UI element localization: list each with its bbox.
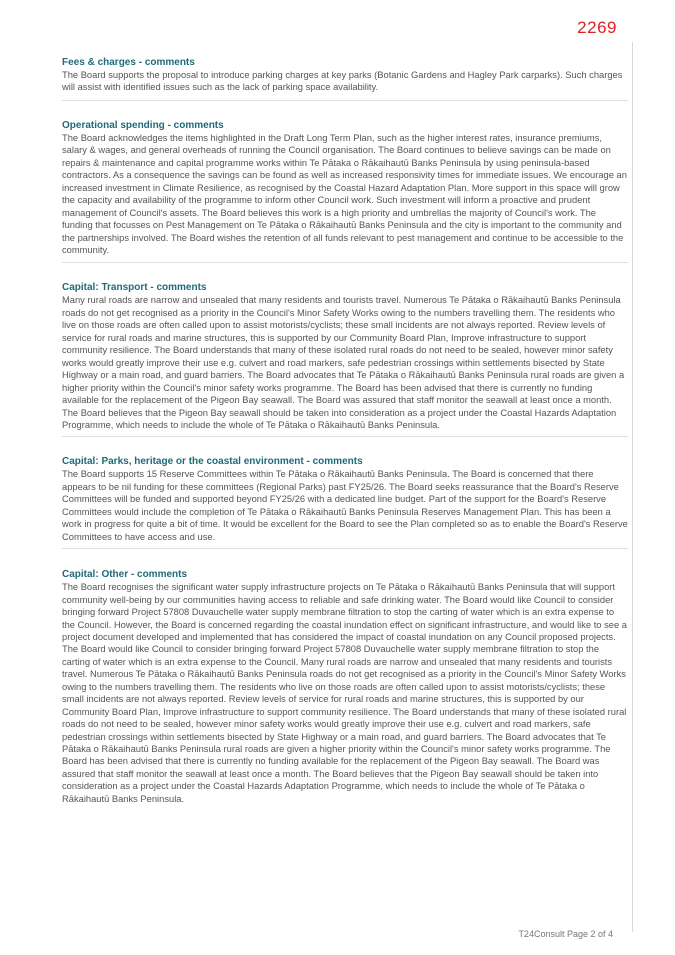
page-border-line — [632, 42, 633, 932]
section-divider — [62, 100, 628, 101]
section-text: Many rural roads are narrow and unsealed that many residents and tourists travel. Numerous Te Pātaka o Rākaihautū Banks Peninsula roads do not get recognised as a priority in the Council's Minor Safety Works owing to the numbers travelling them. The residents who live on those roads are often called upon to assist motorists/cyclists; these small incidents are not always reported. Review levels of service for rural roads and marine structures, this is supported by our Community Board Plan, Improve infrastructure to support community resilience. The Board understands that many of these isolated rural roads do not need to be sealed, however minor safety works would greatly improve their use e.g. culvert and road markers, safe pedestrian crossings within settlements bisected by State Highway or a main road, and guard barriers. The Board advocates that Te Pātaka o Rākaihautū Banks Peninsula rural roads are given a higher priority within the Council's minor safety works programme. The Board has been advised that there is currently no funding available for the replacement of the Pigeon Bay seawall. The Board was assured that staff monitor the seawall at least once a month. The Board believes that the Pigeon Bay seawall should be taken into consideration as a project under the Coastal Hazards Adaptation Programme, which needs to include the whole of Te Pātaka o Rākaihautū Banks Peninsula. — [62, 295, 625, 430]
section-capital-other — [62, 569, 628, 805]
section-text: The Board recognises the significant water supply infrastructure projects on Te Pātaka o Rākaihautū Banks Peninsula that will support community well-being by our communities having access to reliable and safe drinking water. The Board would like Council to consider bringing forward Project 57808 Duvauchelle water supply membrane filtration to stop the carting of water which is an extra expense to the Council. However, the Board is concerned regarding the coastal inundation effect on significant infrastructure, and would like to see a project document developed and implemented that has considered the impact of coastal inundation on any Council proposed projects. The Board would like Council to consider bringing forward Project 57808 Duvauchelle water supply membrane filtration to stop the carting of water which is an extra expense to the Council. Many rural roads are narrow and unsealed that many residents and tourists travel. Numerous Te Pātaka o Rākaihautū Banks Peninsula roads do not get recognised as a priority in the Council's Minor Safety Works owing to the numbers travelling them. The residents who live on those roads are often called upon to assist motorists/cyclists; these small incidents are not always reported. Review levels of service for rural roads and marine structures, this is supported by our Community Board Plan, Improve infrastructure to support community resilience. The Board understands that many of these isolated rural roads do not need to be sealed, however minor safety works would greatly improve their use e.g. culvert and road markers, safe pedestrian crossings within settlements bisected by State Highway or a main road, and guard barriers. The Board advocates that Te Pātaka o Rākaihautū Banks Peninsula rural roads are given a higher priority within the Council's minor safety works programme. The Board has been advised that there is currently no funding available for the replacement of the Pigeon Bay seawall. The Board was assured that staff monitor the seawall at least once a month. The Board believes that the Pigeon Bay seawall should be taken into consideration as a project under the Coastal Hazards Adaptation Programme, which needs to include the whole of Te Pātaka o Rākaihautū Banks Peninsula. — [62, 582, 627, 804]
section-heading: Operational spending - comments — [62, 119, 224, 131]
section-divider — [62, 262, 628, 263]
section-heading: Capital: Other - comments — [62, 569, 188, 581]
section-text: The Board supports the proposal to introduce parking charges at key parks (Botanic Gardens and Hagley Park carparks). Such charges will assist with identified issues such as the lack of parking space availability. — [62, 70, 623, 93]
section-divider — [62, 436, 628, 437]
section-text: The Board acknowledges the items highlighted in the Draft Long Term Plan, such as the higher interest rates, insurance premiums, salary & wages, and general overheads of running the Council organisation. The Board continues to believe savings can be made on repairs & maintenance and capital programme works within Te Pātaka o Rākaihautū Banks Peninsula by using peninsula-based contractors. As a consequence the savings can be found as well as increased responsivity times for immediate issues. We encourage an increased investment in Climate Resilience, as recognised by the Coastal Hazard Adaptation Plan. More support in this space will grow the capacity and availability of the programme to inform other Council work. Such investment will inform a proactive and prudent management of Council's assets. The Board believes this work is a high priority and umbrellas the majority of Council's work. The funding that focusses on Pest Management on Te Pātaka o Rākaihautū Banks Peninsula and the city is important to the community and the partnerships involved. The Board wishes the retention of all funds relevant to pest management and continue to be accessible to the community. — [62, 132, 627, 255]
section-text: The Board supports 15 Reserve Committees within Te Pātaka o Rākaihautū Banks Peninsula. The Board is concerned that there appears to be nil funding for these committees (Regional Parks) past FY25/26. The Board seeks reassurance that the Board's Reserve Committees will be funded and supported beyond FY25/26 with a dedicated line budget. Part of the support for the Board's Reserve Committees would include the completion of Te Pātaka o Rākaihautū Banks Peninsula Reserves Management Plan. This has been a work in progress for quite a bit of time. It would be excellent for the Board to see the Plan completed so as to enable the Board's Reserve Committees to have access and use. — [62, 469, 628, 542]
section-operational-spending — [62, 120, 628, 264]
section-fees-charges — [62, 57, 628, 101]
section-divider — [62, 548, 628, 549]
comments-content — [62, 57, 628, 805]
page-footer: T24Consult Page 2 of 4 — [518, 929, 613, 939]
section-heading: Fees & charges - comments — [62, 57, 195, 68]
section-capital-parks — [62, 456, 628, 549]
page-stamp-number: 2269 — [577, 18, 617, 37]
section-capital-transport — [62, 282, 628, 437]
section-heading: Capital: Parks, heritage or the coastal environment - comments — [62, 456, 363, 468]
section-heading: Capital: Transport - comments — [62, 282, 207, 294]
